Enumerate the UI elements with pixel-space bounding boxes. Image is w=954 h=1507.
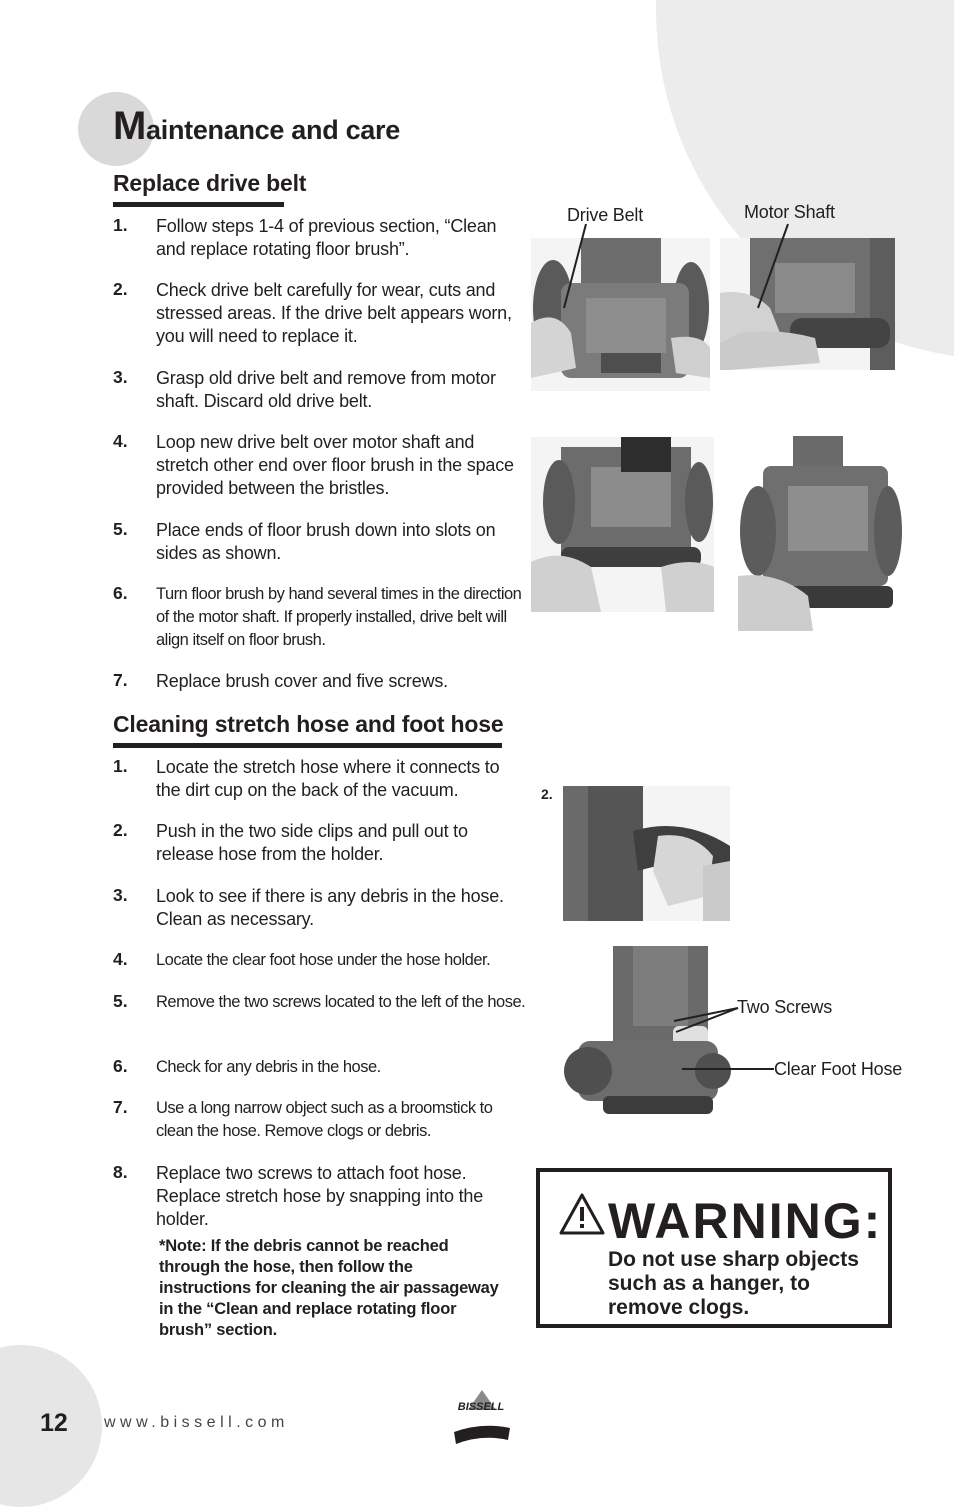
step-number: 7. — [113, 670, 128, 690]
section-rule-drive-belt — [113, 202, 284, 207]
section-heading-drive-belt: Replace drive belt — [113, 170, 307, 196]
photo-step-3-drive-belt — [531, 238, 710, 391]
callout-motor-shaft: Motor Shaft — [744, 202, 835, 222]
photo-step-7-brush-cover — [738, 436, 902, 631]
step-text: Check drive belt carefully for wear, cuts and stressed areas. If the drive belt appears worn, you will need to replace it. — [156, 280, 512, 346]
step-text: Place ends of floor brush down into slots on sides as shown. — [156, 520, 496, 563]
step-number: 2. — [113, 279, 128, 299]
step-number: 1. — [113, 756, 128, 776]
step-number: 5. — [113, 519, 128, 539]
logo-text: BISSELL — [457, 1401, 505, 1413]
note-text: *Note: If the debris cannot be reached through the hose, then follow the instructions for cleaning the air passageway in the “Clean and replace rotating floor brush” section. — [159, 1237, 499, 1339]
section-heading-hose: Cleaning stretch hose and foot hose — [113, 711, 504, 737]
warning-box — [536, 1168, 892, 1328]
step-number: 8. — [113, 1162, 128, 1182]
step-number: 6. — [113, 1056, 128, 1076]
callout-two-screws: Two Screws — [737, 997, 833, 1017]
callout-drive-belt: Drive Belt — [567, 205, 644, 225]
step-text: Replace brush cover and five screws. — [156, 671, 448, 691]
warning-triangle-icon — [558, 1192, 606, 1236]
page-number: 12 — [40, 1409, 68, 1437]
title-initial: M — [113, 104, 147, 148]
step-number: 4. — [113, 949, 128, 969]
step-text: Look to see if there is any debris in the hose. Clean as necessary. — [156, 886, 504, 929]
step-text: Use a long narrow object such as a broomstick to clean the hose. Remove clogs or debris. — [156, 1099, 493, 1140]
leader-line-motor-shaft — [752, 222, 792, 312]
leader-line-drive-belt — [560, 222, 590, 312]
step-number: 6. — [113, 583, 128, 603]
step-text: Locate the stretch hose where it connects to the dirt cup on the back of the vacuum. — [156, 757, 500, 800]
step-text: Check for any debris in the hose. — [156, 1058, 381, 1076]
callout-clear-foot-hose: Clear Foot Hose — [774, 1059, 903, 1079]
bissell-logo-mark — [452, 1388, 512, 1448]
section-rule-hose — [113, 743, 502, 748]
step-number: 2. — [113, 820, 128, 840]
step-text: Remove the two screws located to the left of the hose. — [156, 993, 526, 1011]
photo-step-4-motor-shaft — [720, 238, 895, 370]
step-text: Push in the two side clips and pull out to release hose from the holder. — [156, 821, 468, 864]
step-number: 1. — [113, 215, 128, 235]
step-text: Follow steps 1-4 of previous section, “Clean and replace rotating floor brush”. — [156, 216, 497, 259]
leader-lines-two-screws — [672, 1003, 742, 1035]
step-number: 5. — [113, 991, 128, 1011]
bissell-logo — [452, 1388, 512, 1453]
title-rest: aintenance and care — [146, 115, 400, 145]
step-number: 4. — [113, 431, 128, 451]
photo-hose-step-5 — [563, 946, 731, 1126]
step-text: Grasp old drive belt and remove from motor shaft. Discard old drive belt. — [156, 368, 496, 411]
leader-line-clear-foot-hose — [682, 1066, 776, 1072]
step-number: 3. — [113, 885, 128, 905]
step-text: Replace two screws to attach foot hose. Replace stretch hose by snapping into the holder. — [156, 1163, 484, 1229]
warning-text: Do not use sharp objects such as a hanger, to remove clogs. — [608, 1248, 859, 1319]
website-url: www.bissell.com — [104, 1414, 289, 1431]
photo-hose-step-2 — [563, 786, 730, 921]
step-text: Turn floor brush by hand several times in the direction of the motor shaft. If properly installed, drive belt will align itself on floor brush. — [156, 585, 522, 649]
photo-step-5-floor-brush — [531, 437, 714, 612]
step-number: 7. — [113, 1097, 128, 1117]
step-text: Loop new drive belt over motor shaft and stretch other end over floor brush in the space provided between the bristles. — [156, 432, 514, 498]
page-title — [113, 104, 400, 149]
step-number: 3. — [113, 367, 128, 387]
warning-title: WARNING: — [608, 1193, 883, 1249]
step-text: Locate the clear foot hose under the hose holder. — [156, 951, 491, 969]
photo-label-hose-2: 2. — [541, 786, 553, 802]
